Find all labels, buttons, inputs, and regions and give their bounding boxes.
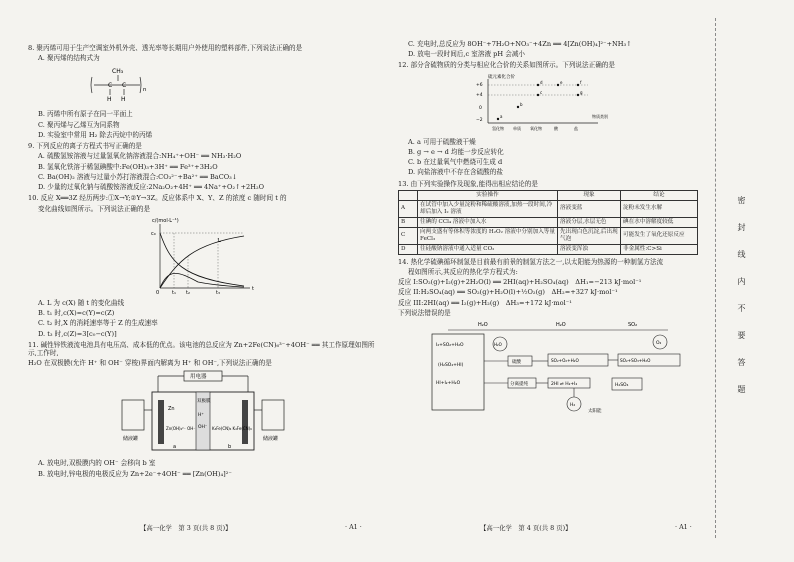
binding-strip [715,18,776,538]
option-b: B. t₁ 时,c(X)=c(Y)=c(Z) [38,309,115,318]
sulfur-iodine-cycle-diagram [428,320,703,416]
svg-text:C: C [122,82,127,90]
question-stem: 8. 聚丙烯可用于生产空调室外机外壳、透光率等长期用户外使用的塑料部件,下列说法正确的是 [28,44,303,52]
concentration-time-graph [148,216,378,296]
svg-text:a: a [500,113,503,119]
svg-text:H: H [107,96,112,104]
svg-text:I₂+SO₂+H₂O: I₂+SO₂+H₂O [436,343,464,349]
table-header: 结论 [621,190,698,200]
question-stem: 12. 部分含硫物质的分类与相应化合价的关系如图所示。下列说法正确的是 [398,61,615,70]
question-stem-continued: 变化曲线如图所示。下列说法正确的是 [38,204,151,213]
structure-formula [90,65,378,107]
svg-text:K₃Fe(CN)₆ K₄Fe(CN)₆: K₃Fe(CN)₆ K₄Fe(CN)₆ [212,426,252,432]
svg-text:+4: +4 [476,92,483,98]
reaction-1: 反应 I:SO₂(g)+I₂(g)+2H₂O(l) ══ 2HI(aq)+H₂SO₄(aq) ΔH₁=−213 kJ·mol⁻¹ [398,278,642,287]
svg-text:CH₃: CH₃ [112,68,124,76]
svg-text:硫酸: 硫酸 [512,360,521,366]
binding-char: 线 [737,250,746,260]
question-stem-continued: 程如图所示,其反应的热化学方程式为: [408,268,518,276]
svg-text:L: L [218,237,221,244]
experiment-table [398,190,698,255]
question-8 [28,44,378,139]
page-footer-left: 【高一化学 第 3 页(共 8 页)】 [140,524,232,532]
option-d: D. 放电一段时间后,c 室溶液 pH 会减小 [408,50,526,59]
svg-text:SO₂: SO₂ [628,322,638,329]
svg-text:H⁺: H⁺ [198,413,204,419]
table-cell: 往碘的 CCl₄ 溶液中加入水 [418,217,558,227]
table-cell: 非金属性:C>Si [621,244,698,254]
table-cell: 可能发生了氧化还原反应 [621,227,698,244]
svg-text:t: t [252,285,254,292]
table-cell: 向两支盛有等体积等浓度的 H₂O₂ 溶液中分别加入等量 FeCl₃ [418,227,558,244]
option-c: C. b 在过量氧气中燃烧可生成 d [408,158,503,167]
table-row [399,244,698,254]
table-header: 现象 [558,190,621,200]
svg-text:单质: 单质 [513,125,521,131]
option-c: C. t₂ 时,X 的消耗速率等于 Z 的生成速率 [38,319,158,328]
svg-text:太阳能: 太阳能 [588,409,602,415]
binding-char: 要 [737,331,746,341]
svg-text:b: b [520,101,523,107]
page-code-right: · A1 · [675,523,692,531]
svg-text:OH⁻: OH⁻ [198,425,208,431]
svg-text:储液罐: 储液罐 [123,436,139,443]
question-stem: 11. 碱性锌铁液流电池具有电压高、成本低的优点。该电池的总反应为 Zn+2Fe(CN)₆³⁻+4OH⁻ ══ 其工作原理如图所示,工作时, [28,340,375,357]
svg-text:0: 0 [156,289,160,296]
svg-text:f: f [580,79,582,85]
question-stem: 9. 下列反应的离子方程式书写正确的是 [28,142,142,151]
svg-text:g: g [580,89,583,95]
question-9 [28,142,378,191]
svg-text:O₂: O₂ [656,341,662,347]
svg-text:物质类别: 物质类别 [592,113,608,119]
table-cell: 溶液变蓝 [558,200,621,217]
option-c: C. 聚丙烯与乙烯互为同系物 [38,120,120,129]
svg-text:t₁: t₁ [172,289,176,296]
option-c: C. 充电时,总反应为 8OH⁻+7H₂O+NO₃⁻+4Zn ══ 4[Zn(OH)₄]²⁻+NH₃↑ [408,40,632,48]
question-stem: 14. 热化学硫碘循环制氢是目前最有前景的制氢方法之一,以太阳能为热源的一种制氢方法流 [398,257,664,266]
binding-char: 内 [737,277,746,287]
option-a: A. 聚丙烯的结构式为 [38,54,100,63]
page-code-left: · A1 · [345,523,362,531]
reaction-3: 反应 III:2HI(aq) ══ I₂(g)+H₂(g) ΔH₃=+172 kJ·mol⁻¹ [398,298,572,307]
option-b: B. 氢氧化铁溶于稀氢碘酸中:Fe(OH)₃+3H⁺ ══ Fe³⁺+3H₂O [38,162,218,171]
binding-char: 题 [737,385,746,395]
svg-text:H₂SO₄: H₂SO₄ [615,383,629,389]
question-12 [398,61,703,176]
question-11 [28,341,378,478]
svg-text:C: C [108,82,113,90]
binding-char: 答 [737,358,746,368]
table-row [399,200,698,217]
table-cell: 先出现白色沉淀,后出现气泡 [558,227,621,244]
table-header: 实验操作 [418,190,558,200]
table-row [399,227,698,244]
question-13 [398,180,703,255]
battery-diagram [118,370,378,456]
svg-text:t₂: t₂ [186,289,190,296]
question-prompt: 下列说法错误的是 [398,308,451,317]
option-a: A. 放电时,双极膜内的 OH⁻ 会移向 b 室 [38,459,156,468]
right-column [398,40,703,419]
svg-text:n: n [143,87,147,94]
question-stem: 10. 反应 X══3Z 经历两步:①X→Y;②Y→3Z。反应体系中 X、Y、Z 的浓度 c 随时间 t 的 [28,194,287,203]
svg-text:(H₂SO₄+HI): (H₂SO₄+HI) [438,363,464,369]
svg-text:酸: 酸 [554,125,558,131]
svg-text:SO₂+O₂+H₂O: SO₂+O₂+H₂O [551,358,579,364]
svg-text:0: 0 [479,105,482,111]
table-cell: 溶液变浑浊 [558,244,621,254]
option-b: B. 丙烯中所有原子在同一平面上 [38,110,133,119]
table-header-row [399,190,698,200]
table-cell: 碘在水中溶解度较低 [621,217,698,227]
svg-text:c/(mol·L⁻¹): c/(mol·L⁻¹) [152,217,179,224]
reaction-2: 反应 II:H₂SO₄(aq) ══ SO₂(g)+H₂O(l)+½O₂(g) ΔH₂=+327 kJ·mol⁻¹ [398,288,618,297]
table-cell: 往硅酸钠溶液中通入适量 CO₂ [418,244,558,254]
svg-text:b: b [228,444,232,451]
table-cell: D [399,244,418,254]
table-row [399,217,698,227]
table-header [399,190,418,200]
question-stem-continued: H₂O 在双极膜(允许 H⁺ 和 OH⁻ 穿梭)界面内解离为 H⁺ 和 OH⁻,下列说法正确的是 [28,359,272,368]
svg-text:盐: 盐 [574,125,578,131]
svg-text:a: a [173,444,177,451]
svg-text:d: d [540,79,543,85]
table-cell: C [399,227,418,244]
option-c: C. Ba(OH)₂ 溶液与过量小苏打溶液混合:CO₃²⁻+Ba²⁺ ══ BaCO₃↓ [38,172,238,181]
table-cell: 在试管中加入少量淀粉和稀硫酸溶液,加热一段时间,冷却后加入 I₂ 溶液 [418,200,558,217]
option-d: D. 实验室中常用 H₂ 除去丙烷中的丙烯 [38,130,153,139]
table-cell: 淀粉未发生水解 [621,200,698,217]
svg-text:t₃: t₃ [216,289,220,296]
table-cell: 溶液分层,水层无色 [558,217,621,227]
svg-text:c₀: c₀ [151,230,156,237]
option-b: B. g → e → d 均能一步反应转化 [408,147,504,156]
question-14 [398,258,703,416]
svg-text:氧化物: 氧化物 [530,125,542,131]
svg-text:分离提纯: 分离提纯 [510,382,528,388]
svg-text:H₂O: H₂O [478,322,488,329]
left-column [28,44,378,481]
svg-text:−2: −2 [476,117,483,123]
table-cell: A [399,200,418,217]
option-d: D. t₃ 时,c(Z)=3[c₀−c(Y)] [38,329,117,338]
svg-text:硫元素化合价: 硫元素化合价 [488,74,515,80]
option-a: A. L 为 c(X) 随 t 的变化曲线 [38,298,125,307]
question-10 [28,194,378,337]
svg-text:用电器: 用电器 [190,374,207,381]
svg-text:H₂O: H₂O [556,322,566,329]
table-cell: B [399,217,418,227]
question-stem: 13. 由下列实验操作及现象,能得出相应结论的是 [398,179,538,188]
svg-text:H: H [121,96,126,104]
svg-text:2HI ⇌ H₂+I₂: 2HI ⇌ H₂+I₂ [551,382,578,388]
binding-char: 封 [737,223,746,233]
question-11-continued [398,40,703,58]
option-d: D. 向盐溶液中不存在含硫酸的盐 [408,168,503,177]
option-d: D. 少量的过氧化钠与硫酸铵溶液反应:2Na₂O₂+4H⁺ ══ 4Na⁺+O₂↑+2H₂O [38,183,265,192]
svg-text:储液罐: 储液罐 [263,436,279,443]
option-b: B. 放电时,锌电极的电极反应为 Zn+2e⁻+4OH⁻ ══ [Zn(OH)₄]²⁻ [38,469,232,478]
svg-text:H₂O: H₂O [494,342,502,348]
svg-text:双极膜: 双极膜 [197,399,211,405]
svg-text:H₂: H₂ [570,403,576,409]
binding-char: 密 [737,196,746,206]
svg-text:Zn(OH)₄²⁻ OH⁻: Zn(OH)₄²⁻ OH⁻ [166,426,196,432]
sulfur-valence-chart [468,73,703,135]
svg-text:SO₂+SO₃+H₂O: SO₂+SO₃+H₂O [620,358,651,364]
binding-char: 不 [737,304,746,314]
page-footer-right: 【高一化学 第 4 页(共 8 页)】 [480,524,572,532]
svg-text:氢化物: 氢化物 [492,125,504,131]
option-a: A. a 可用于硫酸液干燥 [408,137,476,146]
option-a: A. 硫酸氢铵溶液与过量氢氧化钠溶液混合:NH₄⁺+OH⁻ ══ NH₃·H₂O [38,152,242,161]
svg-text:e: e [560,79,563,85]
svg-text:c: c [540,89,543,95]
svg-text:HI+I₂+H₂O: HI+I₂+H₂O [436,381,461,387]
svg-text:+6: +6 [476,82,483,88]
svg-text:Zn: Zn [168,406,175,413]
